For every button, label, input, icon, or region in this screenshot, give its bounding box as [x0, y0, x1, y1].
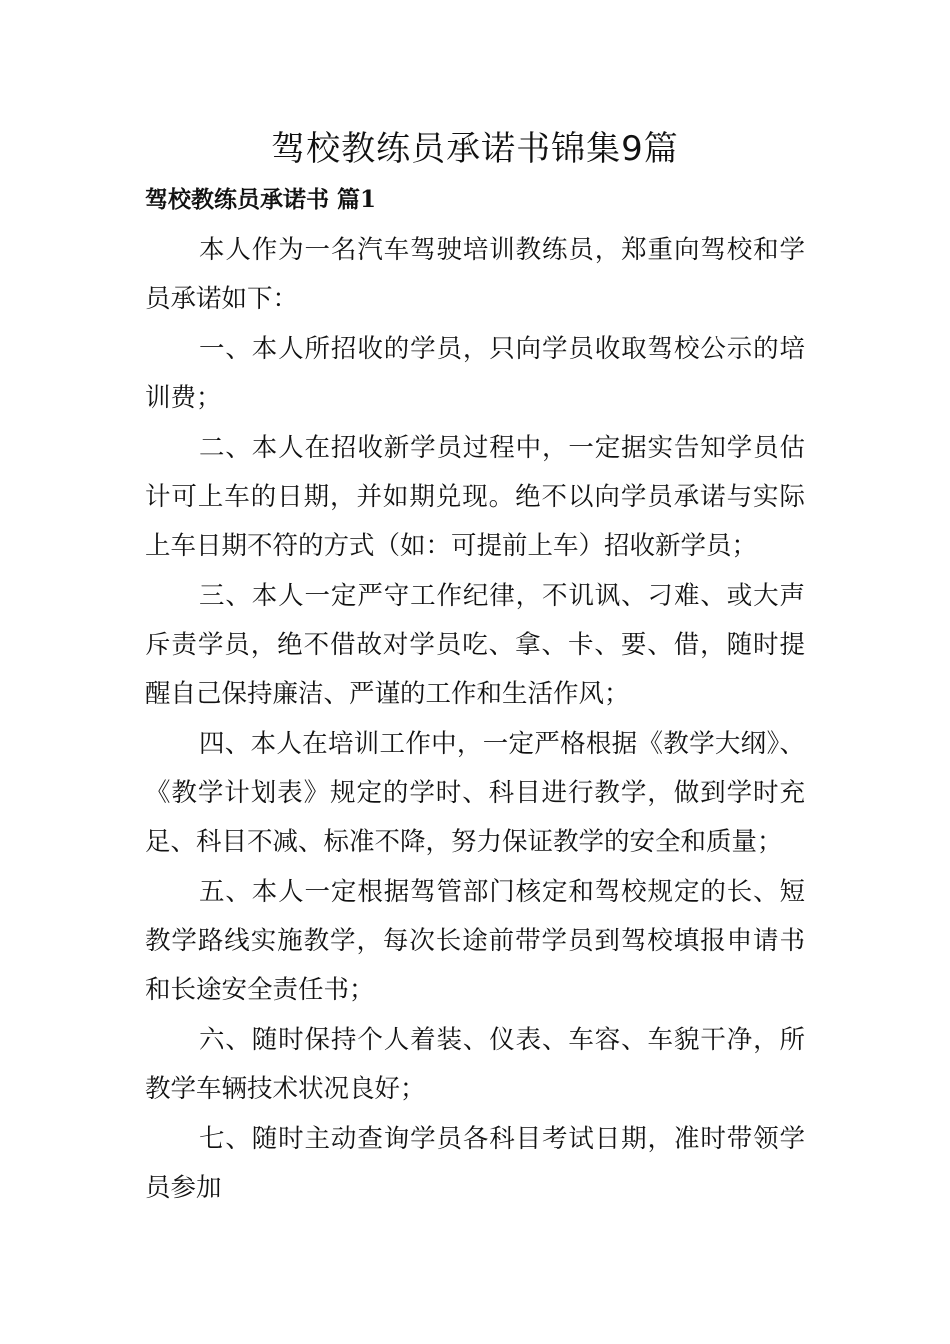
paragraph-item-6: 六、随时保持个人着装、仪表、车容、车貌干净，所教学车辆技术状况良好；: [145, 1025, 805, 1104]
document-body: [145, 226, 805, 1214]
paragraph-item-1: 一、本人所招收的学员，只向学员收取驾校公示的培训费；: [145, 334, 805, 413]
paragraph-item-5: 五、本人一定根据驾管部门核定和驾校规定的长、短教学路线实施教学，每次长途前带学员到驾校填报申请书和长途安全责任书；: [145, 877, 805, 1005]
paragraph-item-4: 四、本人在培训工作中，一定严格根据《教学大纲》、《教学计划表》规定的学时、科目进行教学，做到学时充足、科目不减、标准不降，努力保证教学的安全和质量；: [145, 729, 805, 857]
section-heading: 驾校教练员承诺书 篇1: [145, 186, 377, 213]
document-title: 驾校教练员承诺书锦集9篇: [271, 129, 679, 169]
paragraph-item-3: 三、本人一定严守工作纪律，不讥讽、刁难、或大声斥责学员，绝不借故对学员吃、拿、卡、要、借，随时提醒自己保持廉洁、严谨的工作和生活作风；: [145, 581, 805, 709]
paragraph-item-2: 二、本人在招收新学员过程中，一定据实告知学员估计可上车的日期，并如期兑现。绝不以向学员承诺与实际上车日期不符的方式（如：可提前上车）招收新学员；: [145, 433, 805, 561]
paragraph-item-7: 七、随时主动查询学员各科目考试日期，准时带领学员参加: [145, 1124, 805, 1203]
paragraph-intro: 本人作为一名汽车驾驶培训教练员，郑重向驾校和学员承诺如下：: [145, 235, 805, 314]
